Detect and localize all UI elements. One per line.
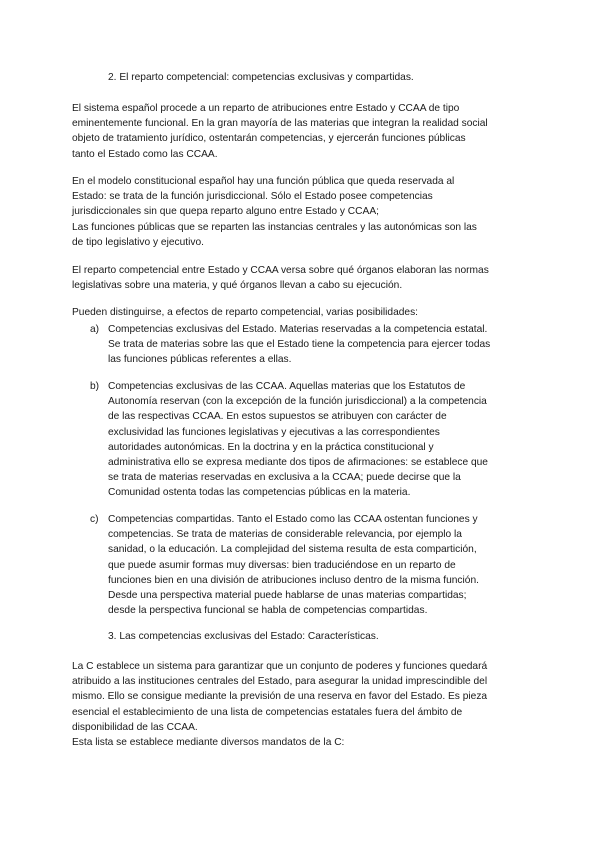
list-marker: b) [90, 381, 100, 392]
list-marker: a) [90, 324, 100, 335]
list-marker: c) [90, 514, 99, 525]
section-2-paragraph-4: Pueden distinguirse, a efectos de reparto competencial, varias posibilidades: [72, 307, 419, 318]
section-2-paragraph-2: En el modelo constitucional español hay una función pública que queda reservada al Estado: se trata de la función jurisdiccional. Sólo el Estado posee competencias jurisdiccionales sin que quepa reparto alguno entre Estado y CCAA; Las funciones públicas que se reparten las instancias centrales y las autonómicas son las de tipo legislativo y ejecutivo. [72, 176, 477, 248]
section-2-paragraph-3: El reparto competencial entre Estado y CCAA versa sobre qué órganos elaboran las normas legislativas sobre una materia, y qué órganos llevan a cabo su ejecución. [72, 265, 489, 292]
section-2-heading: 2. El reparto competencial: competencias exclusivas y compartidas. [108, 72, 414, 83]
list-item-text: Competencias exclusivas del Estado. Materias reservadas a la competencia estatal. Se trata de materias sobre las que el Estado tiene la competencia para ejercer todas las funciones públicas referentes a ellas. [108, 324, 491, 366]
section-2-paragraph-1: El sistema español procede a un reparto de atribuciones entre Estado y CCAA de tipo eminentemente funcional. En la gran mayoría de las materias que integran la realidad social objeto de tratamiento jurídico, ostentarán competencias, y ejercerán funciones públicas tanto el Estado como las CCAA. [72, 103, 488, 160]
section-3-heading: 3. Las competencias exclusivas del Estado: Características. [108, 631, 379, 642]
list-item-text: Competencias compartidas. Tanto el Estado como las CCAA ostentan funciones y competencias. Se trata de materias de considerable relevancia, por ejemplo la sanidad, o la educación. La complejidad del sistema resulta de esta compartición, que puede asumir formas muy diversas: bien traduciéndose en un reparto de funciones bien en una división de atribuciones incluso dentro de la misma función. Desde una perspectiva material puede hablarse de unas materias compartidas; desde la perspectiva funcional se habla de competencias compartidas. [108, 514, 479, 617]
section-3-paragraph-1: La C establece un sistema para garantizar que un conjunto de poderes y funciones quedará atribuido a las instituciones centrales del Estado, para asegurar la unidad imprescindible del mismo. Ello se consigue mediante la previsión de una reserva en favor del Estado. Es pieza esencial el establecimiento de una lista de competencias estatales fuera del ámbito de disponibilidad de las CCAA. Esta lista se establece mediante diversos mandatos de la C: [72, 661, 488, 749]
list-item-text: Competencias exclusivas de las CCAA. Aquellas materias que los Estatutos de Autonomía reservan (con la excepción de la función jurisdiccional) a la competencia de las respectivas CCAA. En estos supuestos se atribuyen con carácter de exclusividad las funciones legislativas y ejecutivas a las correspondientes autoridades autonómicas. En la doctrina y en la práctica constitucional y administrativa ello se expresa mediante dos tipos de afirmaciones: se establece que se trata de materias reservadas en exclusiva a la CCAA; puede decirse que la Comunidad ostenta todas las competencias públicas en la materia. [108, 381, 488, 499]
